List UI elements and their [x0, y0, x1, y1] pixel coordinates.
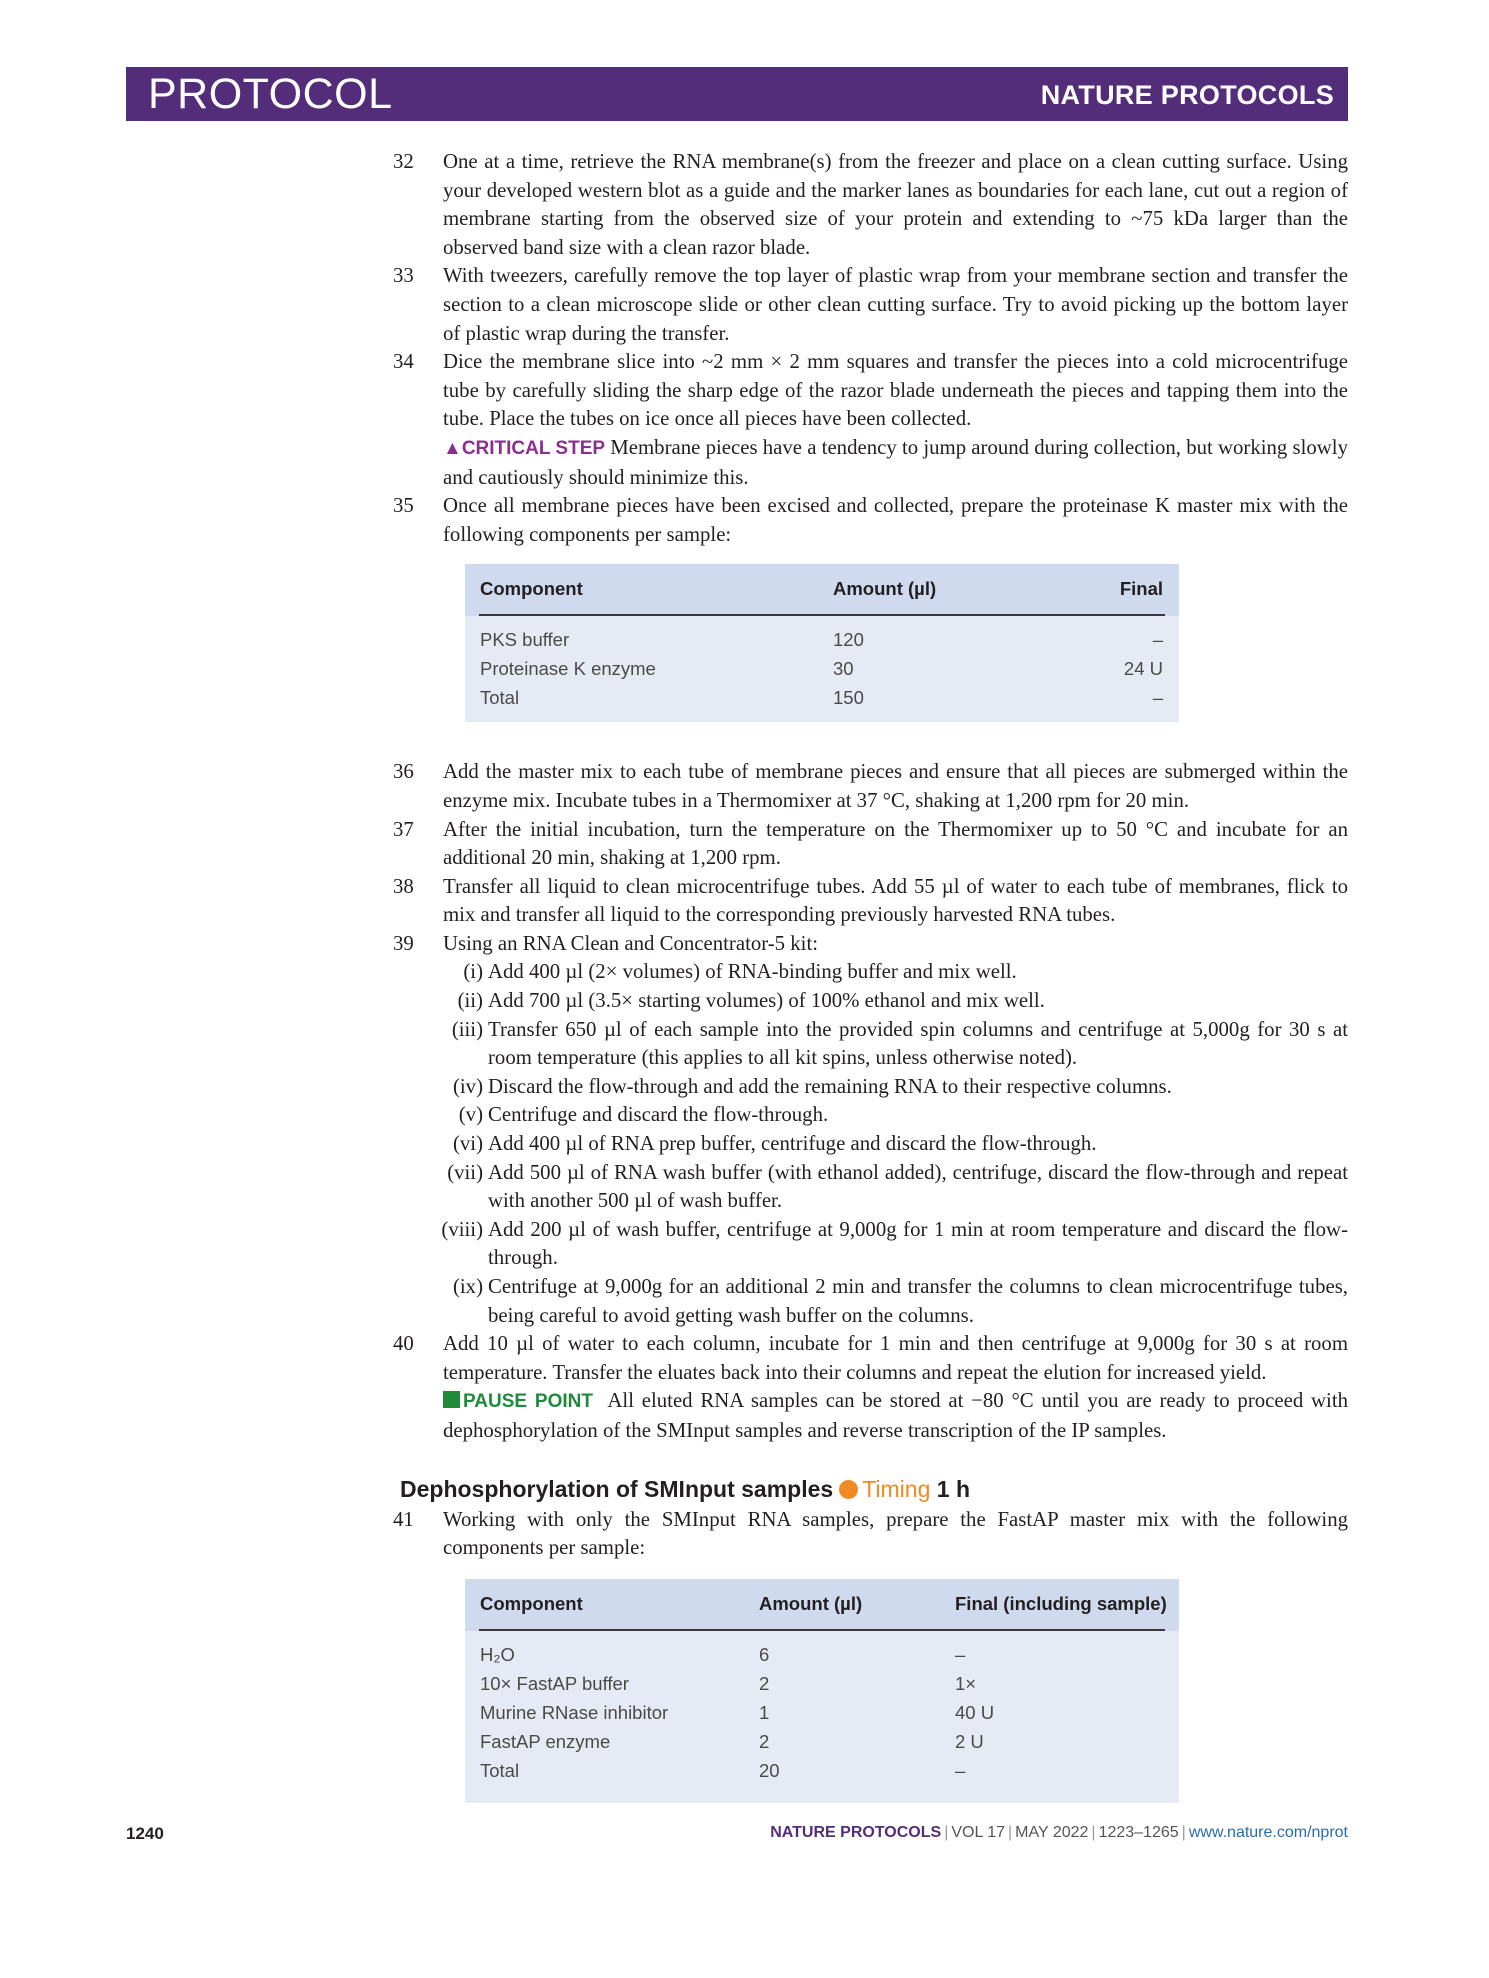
- cell: –: [955, 1759, 966, 1781]
- column-header: Component: [480, 578, 583, 600]
- step-number: 40: [393, 1332, 414, 1356]
- step-text: Using an RNA Clean and Concentrator-5 kit:: [443, 931, 819, 955]
- substep-text: Transfer 650 µl of each sample into the provided spin columns and centrifuge at 5,000g for 30 s at room temperature (this applies to all kit spins, unless otherwise noted).: [488, 1017, 1348, 1070]
- step-40: [393, 1330, 1348, 1445]
- section-title: Dephosphorylation of SMInput samples: [400, 1475, 834, 1502]
- step-number: 37: [393, 817, 414, 841]
- cell: 30: [833, 658, 854, 680]
- table-header: [465, 564, 1179, 616]
- main-content: [393, 148, 1348, 1803]
- cell: 1: [759, 1701, 770, 1723]
- step-number: 38: [393, 874, 414, 898]
- header-bar: [126, 67, 1348, 121]
- timing-label: Timing: [862, 1475, 931, 1502]
- substep-text: Centrifuge and discard the flow-through.: [488, 1103, 829, 1127]
- step-32: [393, 148, 1348, 262]
- cell: 6: [759, 1643, 770, 1665]
- cell: 2 U: [955, 1730, 984, 1752]
- step-37: [393, 816, 1348, 873]
- step-text: Transfer all liquid to clean microcentrifuge tubes. Add 55 µl of water to each tube of membranes, flick to mix and transfer all liquid to the corresponding previously harvested RNA tubes.: [443, 874, 1348, 927]
- divider: |: [1008, 1824, 1013, 1841]
- table-row: [465, 1757, 1179, 1786]
- pause-point-label: PAUSE POINT: [463, 1391, 593, 1413]
- substep-number: (iv): [452, 1074, 483, 1098]
- footer-volume: VOL 17: [951, 1824, 1006, 1841]
- divider: |: [944, 1824, 949, 1841]
- cell: Total: [480, 687, 520, 709]
- step-text: Once all membrane pieces have been excised and collected, prepare the proteinase K master mix with the following components per sample:: [443, 494, 1348, 546]
- journal-link[interactable]: www.nature.com/nprot: [1188, 1824, 1348, 1841]
- step-35: [393, 492, 1348, 549]
- critical-step-label: ▲CRITICAL STEP: [443, 437, 606, 459]
- cell: Total: [480, 1759, 520, 1781]
- cell: 2: [759, 1672, 770, 1694]
- header-rule: [479, 1629, 1165, 1631]
- footer-pages: 1223–1265: [1098, 1824, 1179, 1841]
- pause-point-text: All eluted RNA samples can be stored at −80 °C until you are ready to proceed with dephosphorylation of the SMInput samples and reverse transcription of the IP samples.: [443, 1389, 1348, 1442]
- cell: 120: [833, 629, 864, 651]
- substep-number: (ii): [457, 989, 483, 1013]
- step-text: Add the master mix to each tube of membrane pieces and ensure that all pieces are submerged within the enzyme mix. Incubate tubes in a Thermomixer at 37 °C, shaking at 1,200 rpm for 20 min.: [443, 760, 1348, 812]
- cell: 150: [833, 687, 864, 709]
- table-row: [465, 626, 1179, 655]
- column-header: Final (including sample): [955, 1592, 1167, 1614]
- step-36: [393, 758, 1348, 815]
- timing-clock-icon: [839, 1480, 858, 1499]
- cell: Proteinase K enzyme: [480, 658, 656, 680]
- journal-name: NATURE PROTOCOLS: [1040, 80, 1334, 110]
- list-item: [443, 1101, 1348, 1130]
- substep-number: (vi): [452, 1132, 483, 1156]
- critical-step-text: Membrane pieces have a tendency to jump around during collection, but working slowly and cautiously should minimize this.: [443, 435, 1348, 489]
- section-type: PROTOCOL: [148, 70, 393, 118]
- fastap-table: [465, 1579, 1179, 1803]
- substep-text: Add 700 µl (3.5× starting volumes) of 100% ethanol and mix well.: [488, 989, 1045, 1013]
- column-header: Component: [480, 1592, 583, 1614]
- header-rule: [479, 614, 1165, 616]
- cell: 40 U: [955, 1701, 995, 1723]
- list-item: [443, 1130, 1348, 1159]
- step-text: One at a time, retrieve the RNA membrane(s) from the freezer and place on a clean cutting surface. Using your developed western blot as a guide and the marker lanes as boundaries for each lane, cut out a region of membrane starting from the observed size of your protein and extending to ~75 kDa larger than the observed band size with a clean razor blade.: [443, 150, 1348, 259]
- cell: Murine RNase inhibitor: [480, 1701, 669, 1723]
- critical-step-note: [443, 434, 1348, 492]
- step-33: [393, 262, 1348, 348]
- footer-date: MAY 2022: [1015, 1824, 1089, 1841]
- cell: 2: [759, 1730, 770, 1752]
- footer-journal: NATURE PROTOCOLS: [770, 1824, 942, 1841]
- substep-number: (v): [458, 1103, 483, 1127]
- substep-text: Add 400 µl (2× volumes) of RNA-binding buffer and mix well.: [488, 960, 1017, 984]
- substep-text: Add 200 µl of wash buffer, centrifuge at 9,000g for 1 min at room temperature and discard the flow-through.: [488, 1217, 1348, 1270]
- list-item: [443, 1216, 1348, 1273]
- substep-text: Add 400 µl of RNA prep buffer, centrifuge and discard the flow-through.: [488, 1132, 1097, 1156]
- step-39: [393, 930, 1348, 1330]
- list-item: [443, 958, 1348, 987]
- cell: 1×: [955, 1672, 977, 1694]
- cell: –: [1152, 629, 1163, 651]
- step-text: Add 10 µl of water to each column, incubate for 1 min and then centrifuge at 9,000g for 30 s at room temperature. Transfer the eluates back into their columns and repeat the elution for increased yield.: [443, 1332, 1348, 1384]
- table-row: [465, 1728, 1179, 1757]
- pause-square-icon: [443, 1391, 460, 1408]
- proteinase-k-table: [465, 564, 1179, 722]
- step-number: 32: [393, 150, 414, 173]
- step-38: [393, 873, 1348, 930]
- substep-number: (ix): [452, 1275, 483, 1298]
- step-34: [393, 348, 1348, 492]
- cell: H₂O: [480, 1643, 515, 1665]
- table-row: [465, 1699, 1179, 1728]
- table-row: [465, 1670, 1179, 1699]
- page-number: 1240: [126, 1824, 164, 1843]
- citation: [770, 1824, 1348, 1842]
- table-row: [465, 1641, 1179, 1670]
- step-number: 33: [393, 264, 414, 288]
- cell: 20: [759, 1759, 780, 1781]
- substep-number: (viii): [441, 1217, 483, 1241]
- timing-value: 1 h: [936, 1475, 970, 1502]
- step-number: 36: [393, 760, 414, 784]
- list-item: [443, 1016, 1348, 1073]
- substep-number: (vii): [447, 1160, 483, 1184]
- cell: 24 U: [1123, 658, 1163, 680]
- cell: –: [955, 1643, 966, 1665]
- step-text: After the initial incubation, turn the temperature on the Thermomixer up to 50 °C and incubate for an additional 20 min, shaking at 1,200 rpm.: [443, 817, 1348, 870]
- step-41: [393, 1506, 1348, 1563]
- step-text: Working with only the SMInput RNA samples, prepare the FastAP master mix with the following components per sample:: [443, 1507, 1348, 1560]
- list-item: [443, 1159, 1348, 1216]
- pause-point-note: [443, 1387, 1348, 1445]
- table-header: [465, 1579, 1179, 1631]
- step-number: 41: [393, 1507, 414, 1531]
- step-number: 34: [393, 350, 414, 374]
- substep-text: Centrifuge at 9,000g for an additional 2 min and transfer the columns to clean microcentrifuge tubes, being careful to avoid getting wash buffer on the columns.: [488, 1275, 1348, 1327]
- column-header: Final: [1119, 578, 1163, 600]
- step-text: Dice the membrane slice into ~2 mm × 2 mm squares and transfer the pieces into a cold microcentrifuge tube by carefully sliding the sharp edge of the razor blade underneath the pieces and tapping them into the tube. Place the tubes on ice once all pieces have been collected.: [443, 350, 1348, 431]
- list-item: [443, 1273, 1348, 1330]
- substep-number: (i): [463, 960, 483, 984]
- divider: |: [1181, 1824, 1186, 1841]
- step-text: With tweezers, carefully remove the top layer of plastic wrap from your membrane section and transfer the section to a clean microscope slide or other clean cutting surface. Try to avoid picking up the bottom layer of plastic wrap during the transfer.: [443, 264, 1348, 345]
- column-header: Amount (µl): [833, 578, 937, 600]
- table-row: [465, 684, 1179, 713]
- substep-text: Discard the flow-through and add the remaining RNA to their respective columns.: [488, 1074, 1172, 1098]
- list-item: [443, 1073, 1348, 1102]
- substep-list: [443, 958, 1348, 1330]
- cell: FastAP enzyme: [480, 1730, 611, 1752]
- step-number: 35: [393, 494, 414, 518]
- step-number: 39: [393, 931, 414, 955]
- divider: |: [1091, 1824, 1096, 1841]
- substep-number: (iii): [451, 1017, 483, 1041]
- list-item: [443, 987, 1348, 1016]
- cell: 10× FastAP buffer: [480, 1672, 629, 1694]
- column-header: Amount (µl): [759, 1592, 863, 1614]
- section-heading: [400, 1476, 1348, 1503]
- table-row: [465, 655, 1179, 684]
- substep-text: Add 500 µl of RNA wash buffer (with ethanol added), centrifuge, discard the flow-through and repeat with another 500 µl of wash buffer.: [488, 1160, 1348, 1213]
- cell: –: [1152, 687, 1163, 709]
- cell: PKS buffer: [480, 629, 570, 651]
